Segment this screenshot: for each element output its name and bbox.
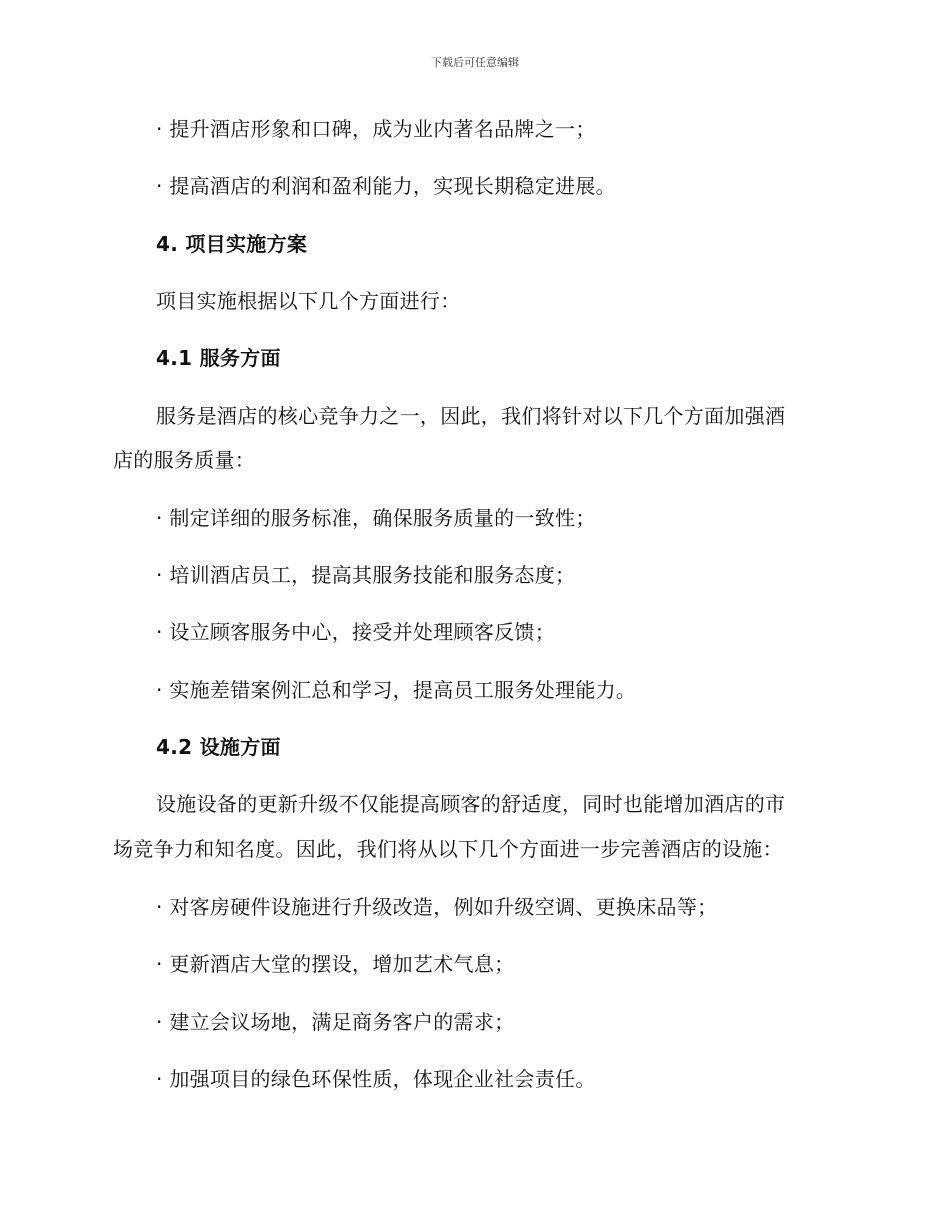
goal-bullet-2: · 提高酒店的利润和盈利能力，实现长期稳定进展。 xyxy=(156,174,616,198)
section-4-2-para-line1: 设施设备的更新升级不仅能提高顾客的舒适度，同时也能增加酒店的市 xyxy=(156,792,786,816)
service-bullet-1: · 制定详细的服务标准，确保服务质量的一致性； xyxy=(156,506,596,530)
section-4-1-para-line2: 店的服务质量： xyxy=(113,448,256,472)
facility-bullet-2: · 更新酒店大堂的摆设，增加艺术气息； xyxy=(156,952,515,976)
section-4-intro: 项目实施根据以下几个方面进行： xyxy=(156,289,461,313)
facility-bullet-4: · 加强项目的绿色环保性质，体现企业社会责任。 xyxy=(156,1067,596,1091)
section-4-1-title: 4.1 服务方面 xyxy=(156,346,281,370)
service-bullet-4: · 实施差错案例汇总和学习，提高员工服务处理能力。 xyxy=(156,678,637,702)
service-bullet-2: · 培训酒店员工，提高其服务技能和服务态度； xyxy=(156,563,576,587)
section-4-1-para-line1: 服务是酒店的核心竞争力之一，因此，我们将针对以下几个方面加强酒 xyxy=(156,404,786,428)
section-4-2-para-line2: 场竞争力和知名度。因此，我们将从以下几个方面进一步完善酒店的设施： xyxy=(113,837,783,861)
goal-bullet-1: · 提升酒店形象和口碑，成为业内著名品牌之一； xyxy=(156,117,596,141)
section-4-title: 4. 项目实施方案 xyxy=(156,232,308,256)
facility-bullet-1: · 对客房硬件设施进行升级改造，例如升级空调、更换床品等； xyxy=(156,895,718,919)
service-bullet-3: · 设立顾客服务中心，接受并处理顾客反馈； xyxy=(156,620,556,644)
section-4-2-title: 4.2 设施方面 xyxy=(156,735,281,759)
header-note: 下载后可任意编辑 xyxy=(431,56,519,69)
facility-bullet-3: · 建立会议场地，满足商务客户的需求； xyxy=(156,1010,515,1034)
